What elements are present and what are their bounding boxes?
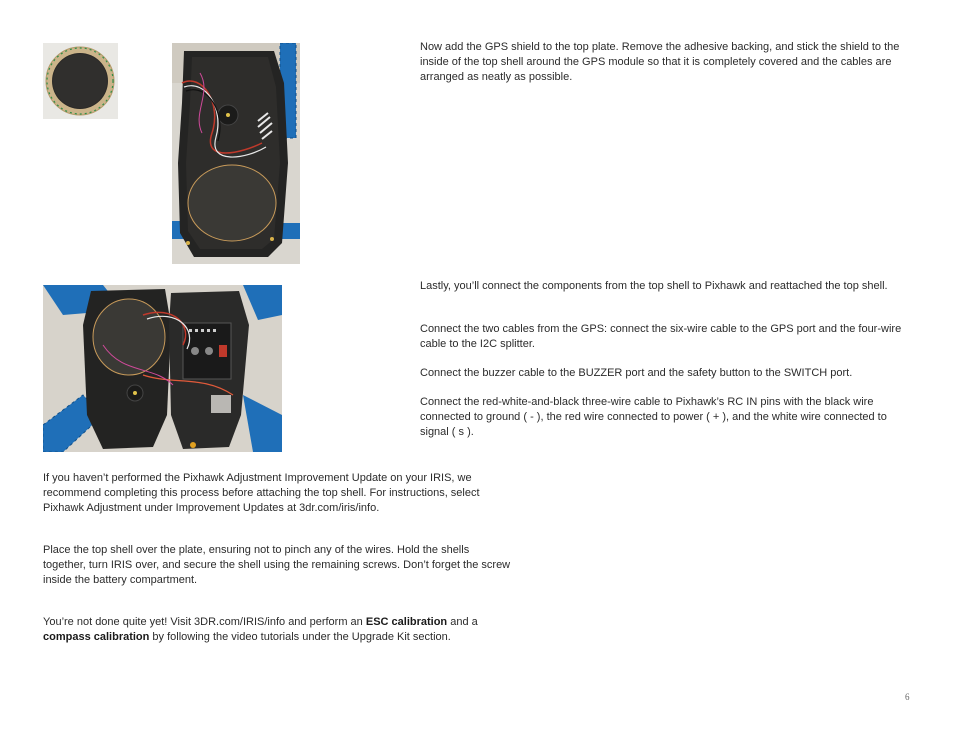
esc-calibration-link: ESC calibration: [365, 616, 448, 628]
gps-shield-illustration: [43, 43, 118, 119]
rc-in-instruction: Connect the red-white-and-black three-wire cable to Pixhawk’s RC IN pins with the black wire connected to ground ( - ), the red wire connected to power ( + ), and the white wire connected to signal ( s ).: [420, 396, 887, 438]
pixhawk-open-illustration: [43, 285, 282, 452]
compass-calibration-link: compass calibration: [43, 631, 150, 643]
gps-cables-instruction: Connect the two cables from the GPS: connect the six-wire cable to the GPS port and the four-wire cable to the I2C splitter.: [420, 323, 902, 350]
calibration-text-2: and a: [447, 616, 478, 628]
pixhawk-open-photo: [43, 285, 282, 452]
top-shell-illustration: [172, 43, 300, 264]
buzzer-switch-instruction: Connect the buzzer cable to the BUZZER port and the safety button to the SWITCH port.: [420, 367, 853, 379]
connect-intro: Lastly, you’ll connect the components from the top shell to Pixhawk and reattached the top shell.: [420, 280, 888, 292]
calibration-note: [43, 615, 513, 645]
page-number: 6: [905, 692, 910, 702]
calibration-text-1: You’re not done quite yet! Visit 3DR.com/IRIS/info and perform an: [43, 616, 366, 628]
place-shell-instruction: Place the top shell over the plate, ensuring not to pinch any of the wires. Hold the shells together, turn IRIS over, and secure the shell using the remaining screws. Don’t forget the screw inside the battery compartment.: [43, 544, 511, 586]
gps-shield-photo: [43, 43, 118, 119]
calibration-text-3: by following the video tutorials under the Upgrade Kit section.: [149, 631, 451, 643]
top-shell-photo: [172, 43, 300, 264]
gps-shield-instruction: Now add the GPS shield to the top plate. Remove the adhesive backing, and stick the shield to the inside of the top shell around the GPS module so that it is completely covered and the cables are arranged as neatly as possible.: [420, 41, 900, 83]
adjustment-update-note: If you haven’t performed the Pixhawk Adjustment Improvement Update on your IRIS, we recommend completing this process before attaching the top shell. For instructions, select Pixhawk Adjustment under Improvement Updates at 3dr.com/iris/info.: [43, 472, 480, 514]
